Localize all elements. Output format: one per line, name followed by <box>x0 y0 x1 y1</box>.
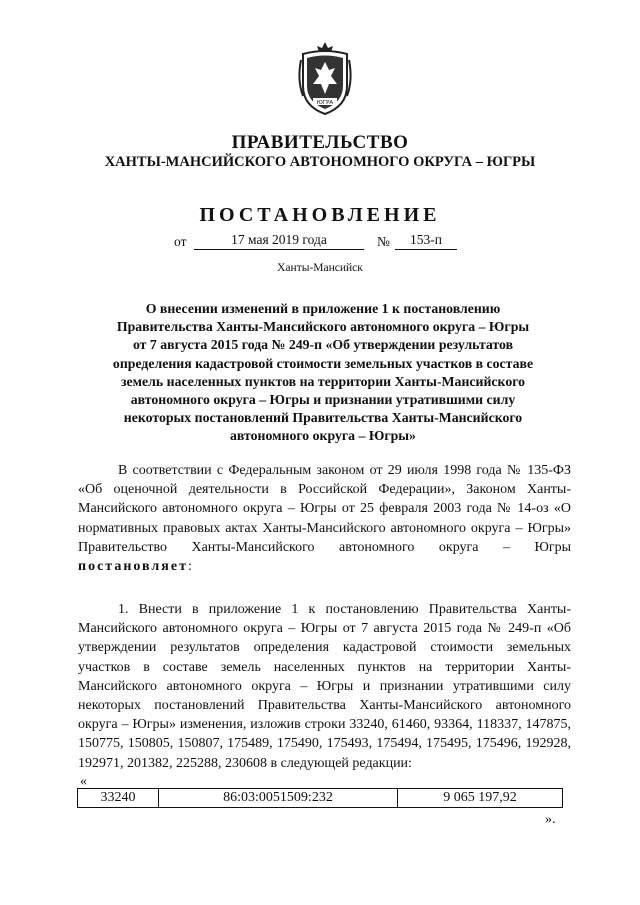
title-line: определения кадастровой стоимости земельных участков в составе <box>112 355 534 371</box>
cadastral-number-cell: 86:03:0051509:232 <box>159 789 398 808</box>
title-line: земель населенных пунктов на территории Ханты-Мансийского <box>120 373 526 389</box>
preamble-paragraph <box>78 461 571 576</box>
open-quote: « <box>80 774 87 789</box>
document-number: 153-п <box>395 232 457 250</box>
government-name: ПРАВИТЕЛЬСТВО <box>231 132 409 153</box>
clause-1: 1. Внести в приложение 1 к постановлению Правительства Ханты-Мансийского автономного округа – Югры от 7 августа 2015 года № 249-п «Об утверждении результатов определения кадастровой стоимости земельных участков в составе земель населенных пунктов на территории Ханты-Мансийского автономного округа – Югры и признании утратившими силу некоторых постановлений Правительства Ханты-Мансийского автономного округа – Югры» изменения, изложив строки 33240, 61460, 93364, 118337, 147875, 150775, 150805, 150807, 175489, 175490, 175493, 175494, 175495, 175496, 192928, 192971, 201382, 225288, 230608 в следующей редакции: <box>78 602 571 771</box>
title-line: от 7 августа 2015 года № 249-п «Об утверждении результатов <box>132 337 514 353</box>
document-type: ПОСТАНОВЛЕНИЕ <box>199 204 441 226</box>
preamble-end: : <box>187 559 192 575</box>
resolution-word: постановляет <box>78 559 188 575</box>
title-line: автономного округа – Югры и признании утратившими силу <box>130 392 516 408</box>
document-date: 17 мая 2019 года <box>194 232 364 250</box>
preamble-text: В соответствии с Федеральным законом от 29 июля 1998 года № 135-ФЗ «Об оценочной деятельности в Российской Федерации», Законом Ханты-Мансийского автономного округа – Югры от 25 февраля 2003 года № 14-оз «О нормативных правовых актах Ханты-Мансийского автономного округа – Югры» Правительство Ханты-Мансийского автономного округа – Югры <box>78 463 571 555</box>
cadastral-value-cell: 9 065 197,92 <box>398 789 563 808</box>
government-region: ХАНТЫ-МАНСИЙСКОГО АВТОНОМНОГО ОКРУГА – ЮГРЫ <box>104 154 536 170</box>
row-number-cell: 33240 <box>78 789 159 808</box>
title-line: Правительства Ханты-Мансийского автономного округа – Югры <box>116 319 530 335</box>
city: Ханты-Мансийск <box>277 262 363 274</box>
title-line: автономного округа – Югры» <box>230 428 416 444</box>
amendment-table <box>77 788 563 808</box>
date-prefix: от <box>174 234 187 249</box>
emblem-text: ЮГРА <box>316 100 334 106</box>
title-line: некоторых постановлений Правительства Ханты-Мансийского <box>123 410 523 426</box>
title-line: О внесении изменений в приложение 1 к постановлению <box>145 301 501 316</box>
close-quote: ». <box>545 812 556 827</box>
number-prefix: № <box>377 234 390 249</box>
document-title <box>88 300 558 446</box>
table-row <box>78 789 563 808</box>
coat-of-arms-icon <box>295 40 355 120</box>
